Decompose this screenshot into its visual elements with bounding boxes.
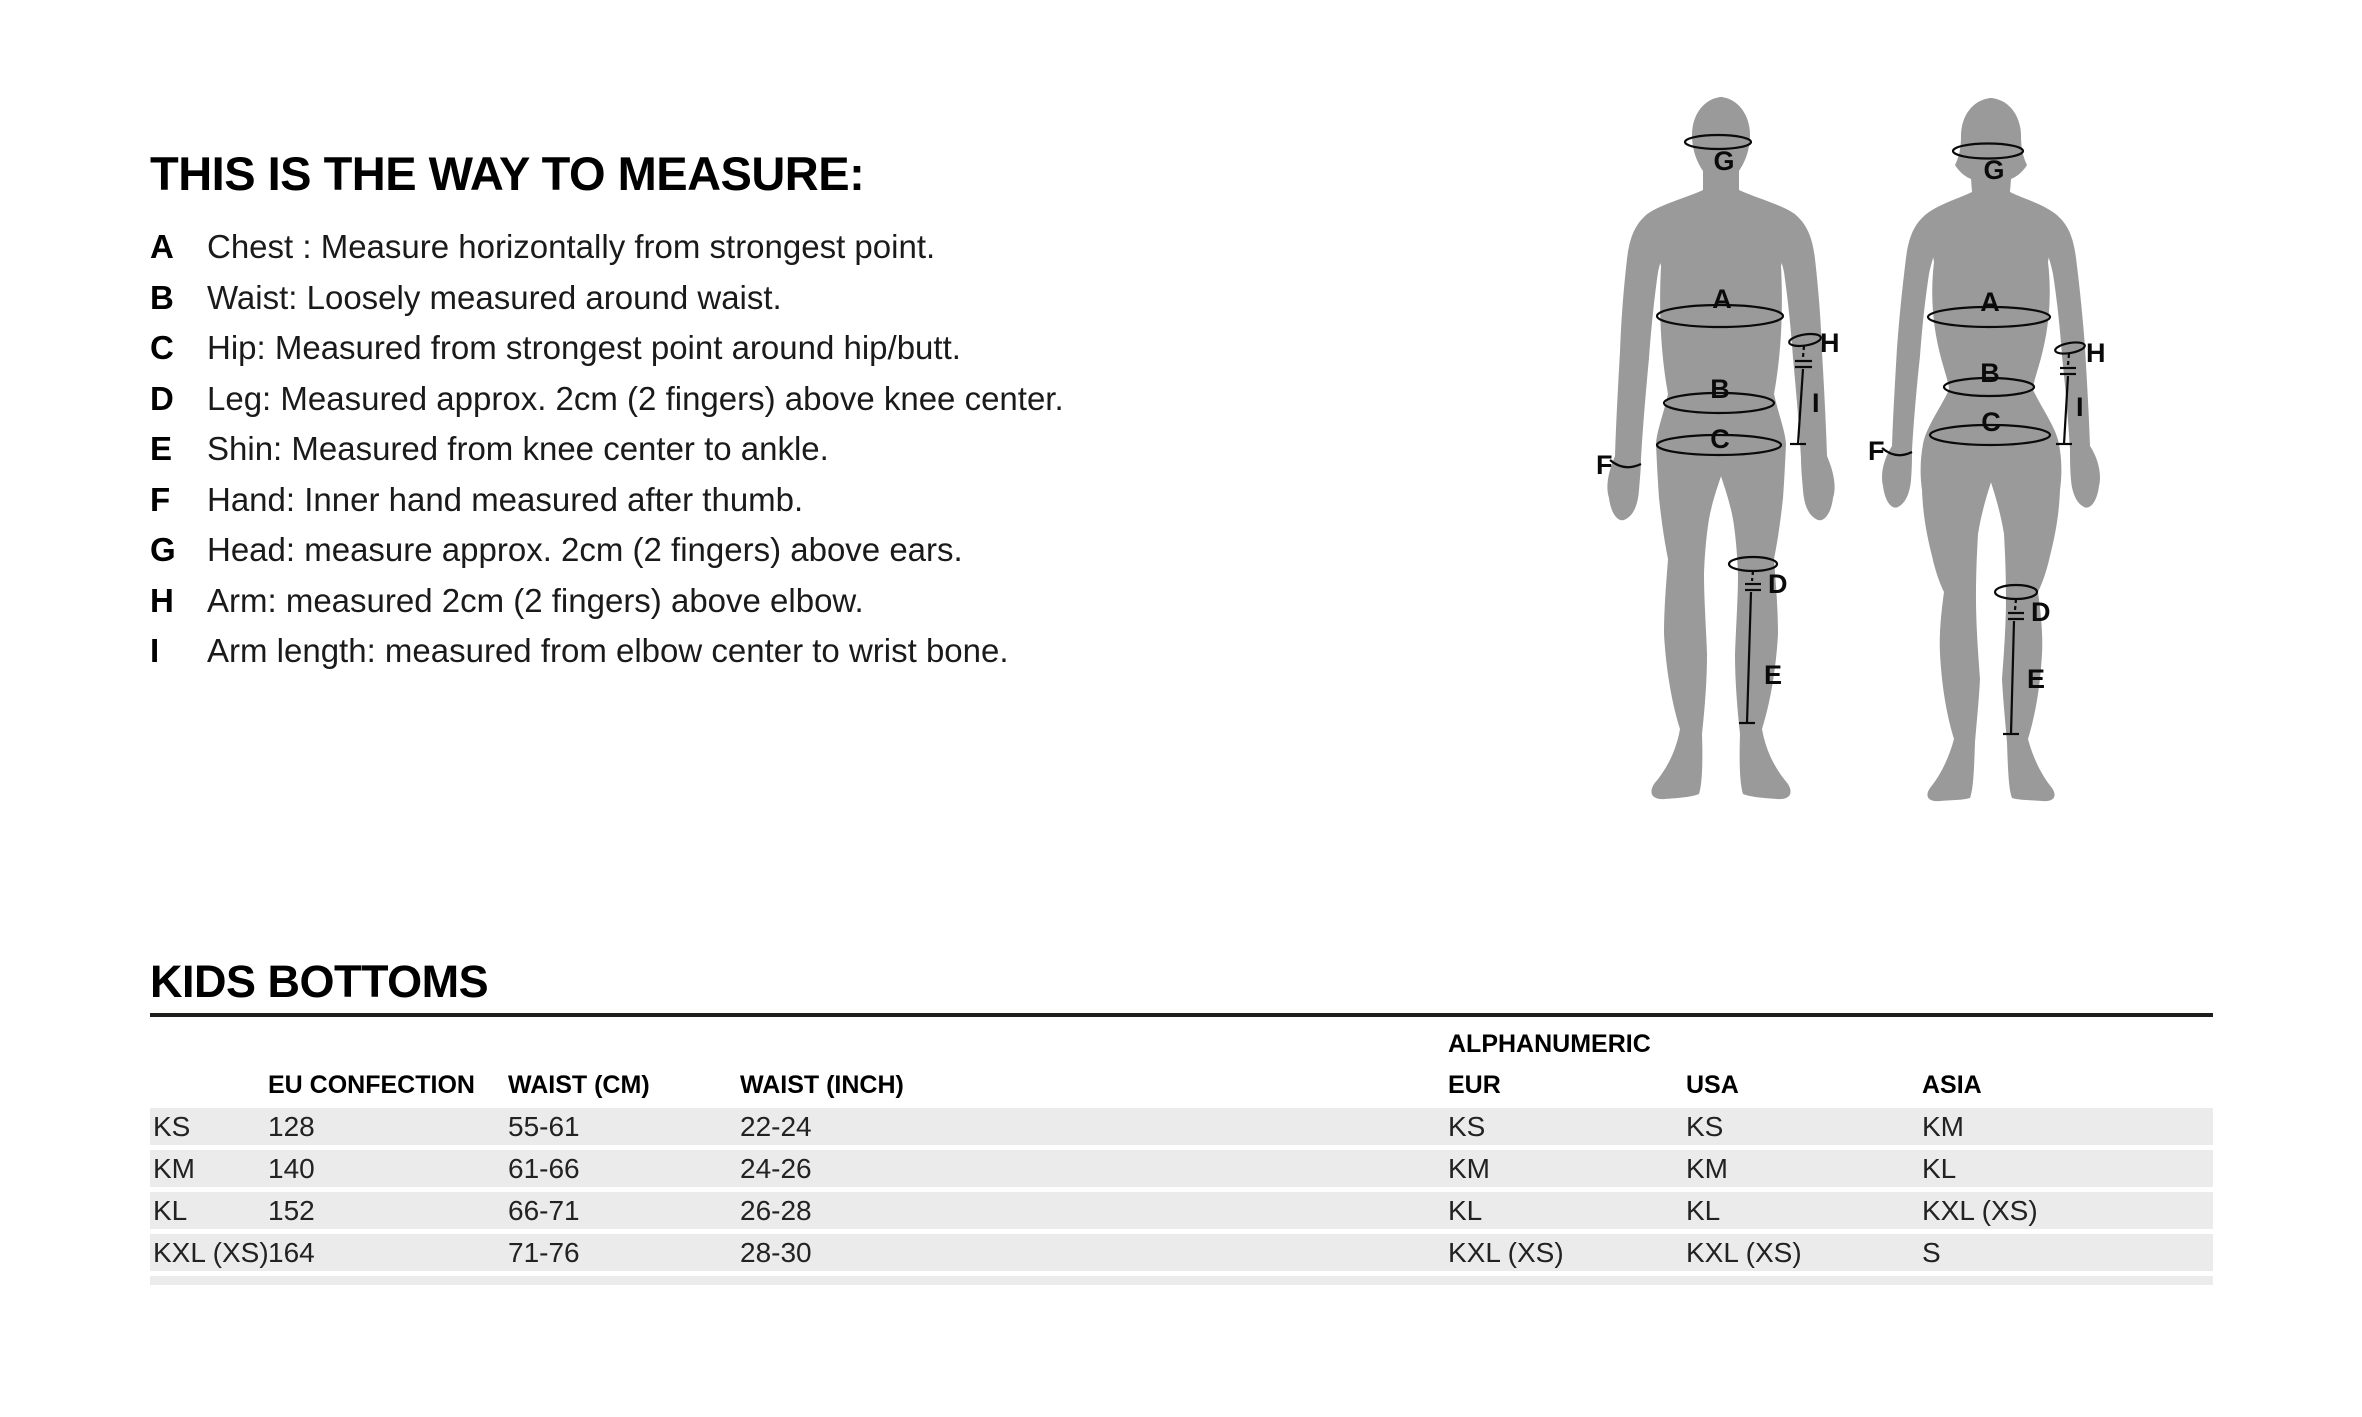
cell-eu-confection: 164 — [268, 1237, 315, 1268]
guide-item-key: F — [150, 480, 171, 518]
guide-item-text: Chest : Measure horizontally from strongest point. — [207, 228, 936, 265]
guide-item — [150, 222, 1064, 273]
column-header-waist-inch: WAIST (INCH) — [740, 1071, 904, 1099]
column-header-eu-confection: EU CONFECTION — [268, 1071, 475, 1099]
letter-g: G — [1713, 146, 1735, 176]
cell-usa: KXL (XS) — [1686, 1237, 1802, 1268]
letter-a: A — [1980, 287, 2000, 317]
table-row — [150, 1192, 2213, 1229]
letter-h: H — [2086, 338, 2106, 368]
table-row — [150, 1150, 2213, 1187]
cell-eu-confection: 128 — [268, 1111, 315, 1142]
table-row — [150, 1108, 2213, 1145]
cell-eu-confection: 152 — [268, 1195, 315, 1226]
cell-eur: KS — [1448, 1111, 1486, 1142]
cell-asia: KL — [1922, 1153, 1957, 1184]
size-table-body — [150, 1108, 2213, 1285]
cell-size: KXL (XS) — [153, 1237, 269, 1268]
cell-asia: S — [1922, 1237, 1941, 1268]
cell-size: KL — [153, 1195, 188, 1226]
column-header-usa: USA — [1686, 1071, 1739, 1099]
guide-item-text: Leg: Measured approx. 2cm (2 fingers) above knee center. — [207, 379, 1064, 417]
cell-eur: KXL (XS) — [1448, 1237, 1564, 1268]
divider-rule — [150, 1013, 2213, 1017]
guide-item-key: C — [150, 329, 174, 366]
letter-i: I — [2076, 392, 2084, 422]
guide-list — [150, 222, 1064, 677]
table-row — [150, 1234, 2213, 1271]
guide-item-text: Waist: Loosely measured around waist. — [207, 278, 782, 316]
letter-i: I — [1812, 388, 1820, 418]
cell-eu-confection: 140 — [268, 1153, 315, 1184]
guide-item-key: B — [150, 278, 174, 316]
cell-asia: KM — [1922, 1111, 1964, 1142]
cell-usa: KS — [1686, 1111, 1724, 1142]
cell-waist-cm: 61-66 — [508, 1153, 580, 1184]
cell-waist-inch: 28-30 — [740, 1237, 812, 1268]
cell-waist-inch: 24-26 — [740, 1153, 812, 1184]
male-figure-diagram — [1596, 94, 1846, 814]
column-header-eur: EUR — [1448, 1071, 1501, 1099]
guide-item-text: Arm length: measured from elbow center to wrist bone. — [207, 632, 1009, 669]
letter-g: G — [1983, 155, 2005, 185]
letter-c: C — [1710, 424, 1730, 454]
letter-e: E — [1764, 660, 1783, 690]
cell-size: KS — [153, 1111, 191, 1142]
guide-item — [150, 273, 1064, 324]
letter-b: B — [1980, 358, 2000, 388]
cell-usa: KM — [1686, 1153, 1728, 1184]
guide-item — [150, 626, 1064, 677]
letter-f: F — [1596, 450, 1613, 480]
guide-item-text: Shin: Measured from knee center to ankle. — [207, 430, 829, 467]
letter-f: F — [1868, 436, 1885, 466]
letter-b: B — [1710, 374, 1730, 404]
cell-waist-inch: 26-28 — [740, 1195, 812, 1226]
guide-item — [150, 323, 1064, 374]
size-table-title: KIDS BOTTOMS — [150, 956, 489, 1007]
letter-a: A — [1712, 284, 1732, 314]
letter-h: H — [1820, 328, 1840, 358]
alphanumeric-group-label: ALPHANUMERIC — [1448, 1030, 1651, 1058]
letter-c: C — [1981, 407, 2001, 437]
female-figure-diagram — [1866, 94, 2116, 814]
guide-item-text: Hand: Inner hand measured after thumb. — [207, 480, 804, 518]
female-silhouette — [1882, 98, 2100, 801]
cell-asia: KXL (XS) — [1922, 1195, 2038, 1226]
cell-waist-cm: 71-76 — [508, 1237, 580, 1268]
guide-item — [150, 576, 1064, 627]
guide-item-text: Hip: Measured from strongest point around hip/butt. — [207, 329, 961, 366]
guide-item — [150, 424, 1064, 475]
column-header-asia: ASIA — [1922, 1071, 1982, 1099]
guide-item — [150, 525, 1064, 576]
guide-item — [150, 374, 1064, 425]
guide-item — [150, 475, 1064, 526]
cell-eur: KL — [1448, 1195, 1483, 1226]
table-end-strip — [150, 1276, 2213, 1285]
cell-usa: KL — [1686, 1195, 1721, 1226]
guide-item-key: D — [150, 379, 174, 417]
guide-title: THIS IS THE WAY TO MEASURE: — [150, 147, 865, 200]
letter-e: E — [2027, 664, 2046, 694]
guide-item-key: I — [150, 632, 160, 669]
guide-item-key: A — [150, 228, 174, 265]
letter-d: D — [2031, 597, 2051, 627]
column-header-waist-cm: WAIST (CM) — [508, 1071, 650, 1099]
cell-size: KM — [153, 1153, 195, 1184]
guide-item-text: Head: measure approx. 2cm (2 fingers) above ears. — [207, 531, 963, 568]
guide-item-key: H — [150, 581, 174, 619]
guide-item-text: Arm: measured 2cm (2 fingers) above elbow. — [207, 581, 864, 619]
cell-waist-inch: 22-24 — [740, 1111, 812, 1142]
cell-waist-cm: 55-61 — [508, 1111, 580, 1142]
guide-item-key: E — [150, 430, 173, 467]
letter-d: D — [1768, 569, 1788, 599]
cell-eur: KM — [1448, 1153, 1490, 1184]
cell-waist-cm: 66-71 — [508, 1195, 580, 1226]
table-column-headers — [150, 1070, 2213, 1100]
guide-item-key: G — [150, 531, 176, 568]
